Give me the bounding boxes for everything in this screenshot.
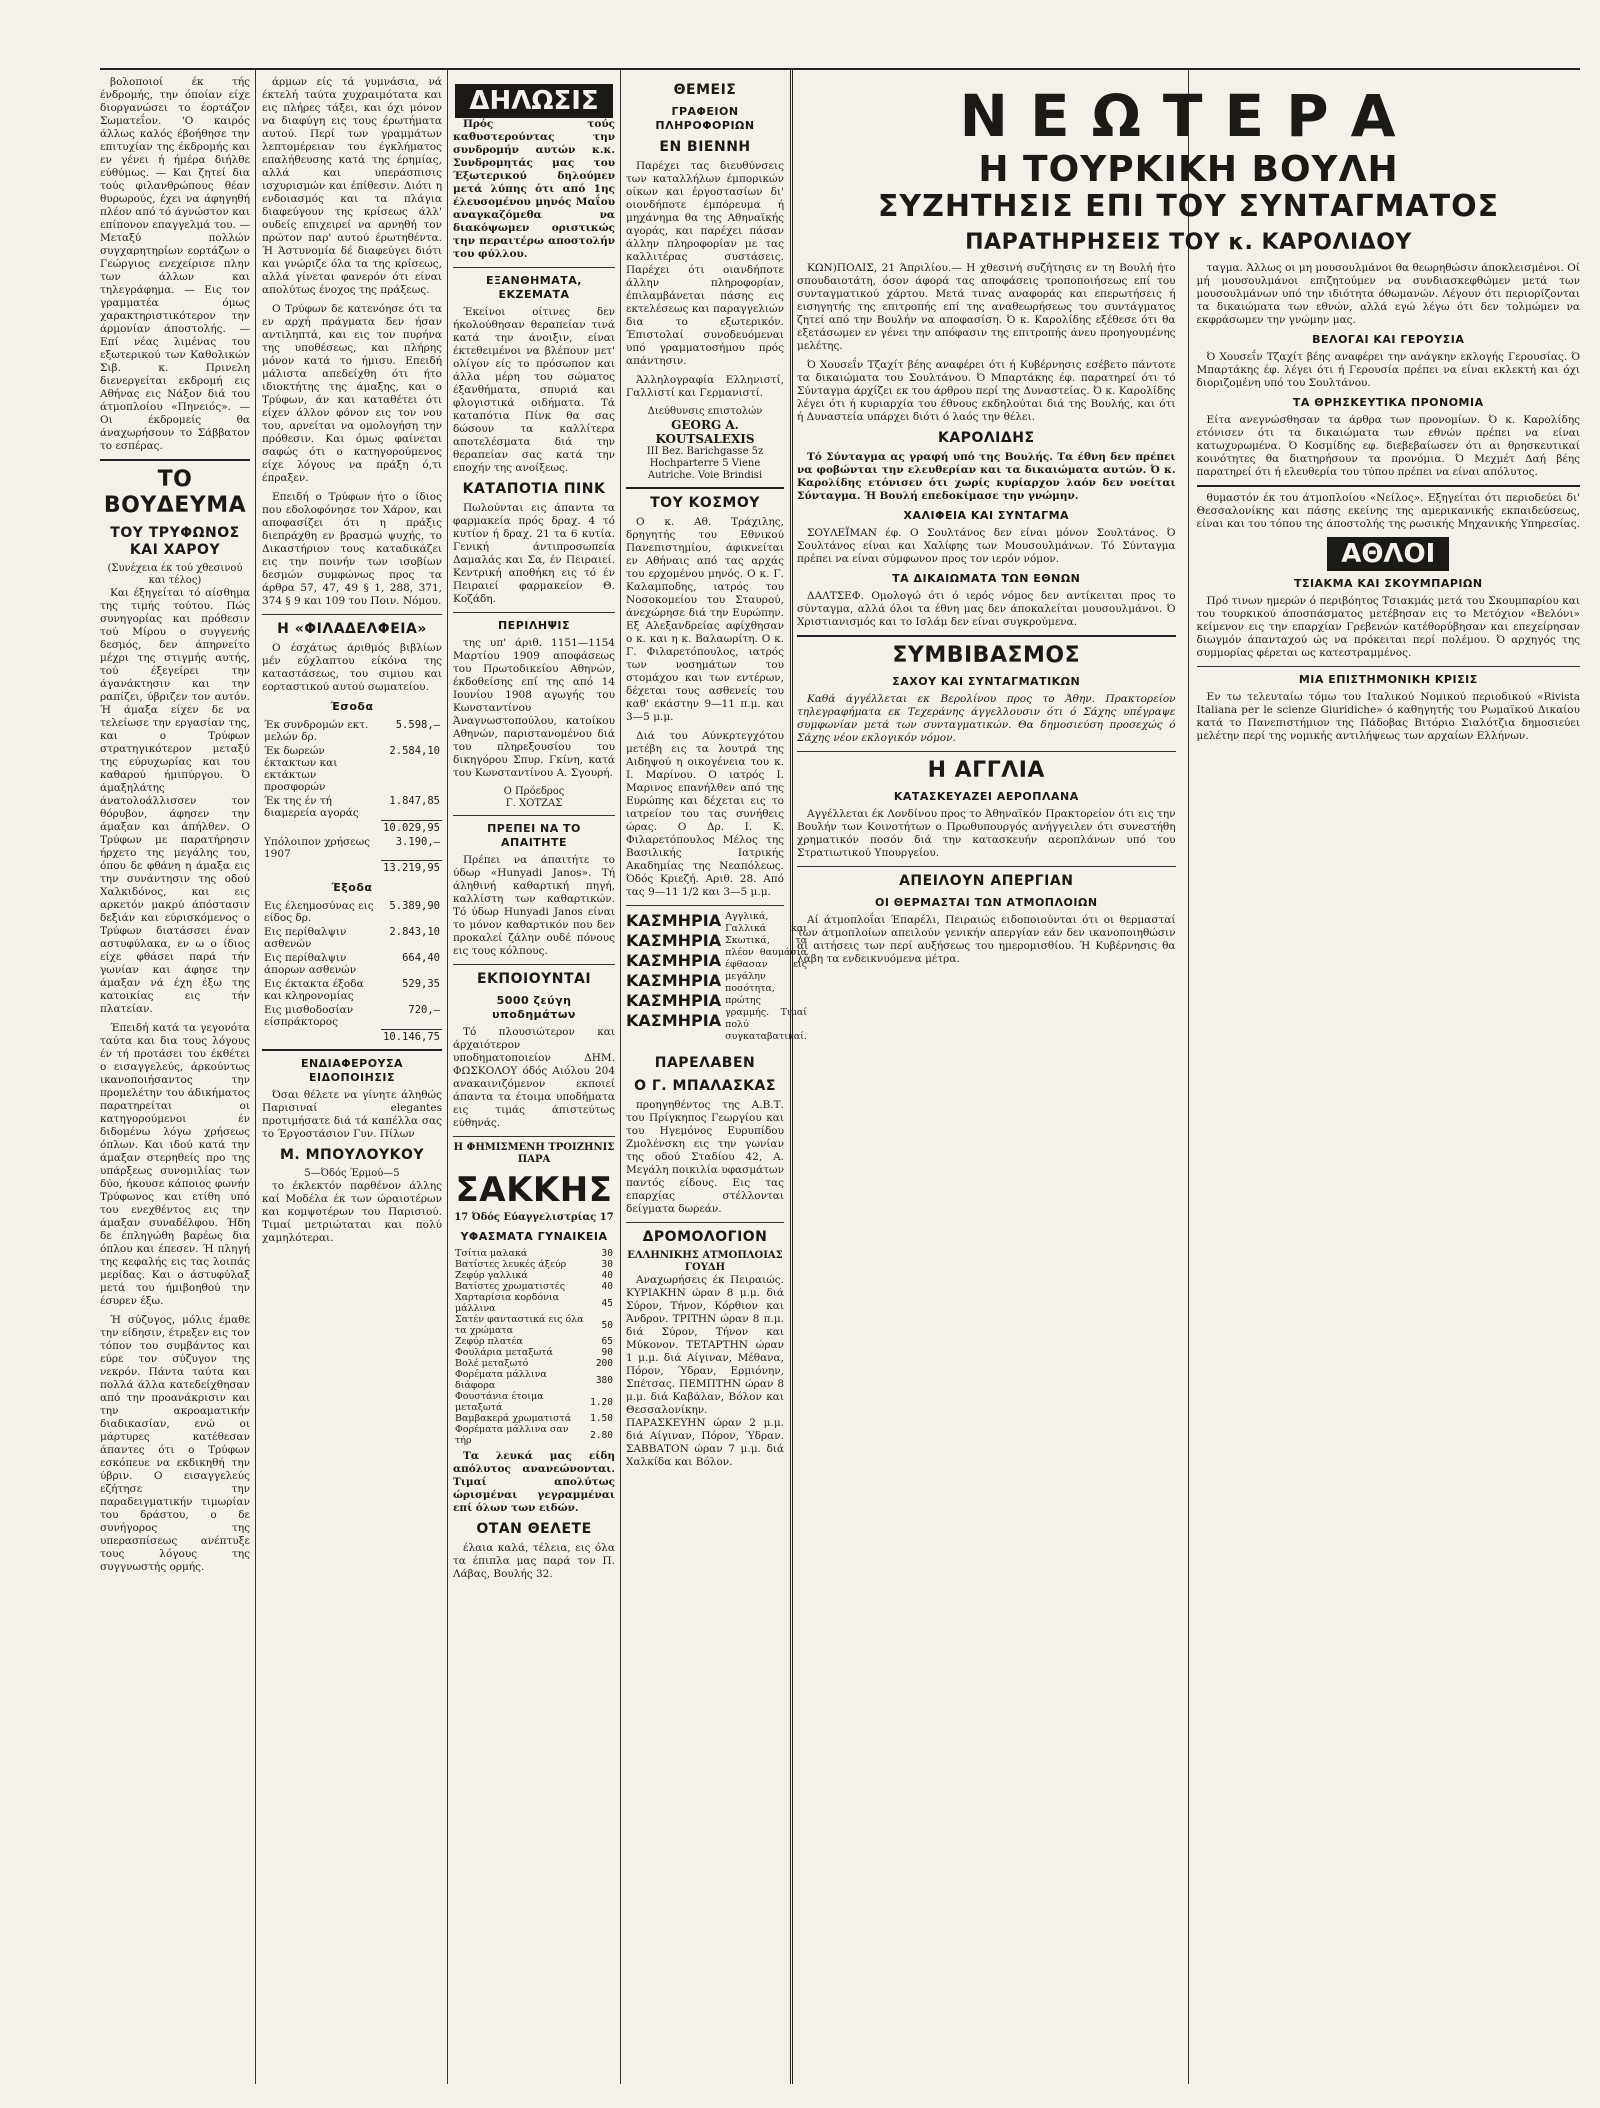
article-subtitle: ΚΑΤΑΣΚΕΥΑΖΕΙ ΑΕΡΟΠΛΑΝΑ	[893, 790, 1079, 803]
article-text: Είτα ανεγνώσθησαν τα άρθρα των προνομίων. Ό κ. Καρολίδης ετόνισεν ότι τα δικαιώματα των εθνών πρέπει να είναι κατωχυρωμένα. Ό Κοσμίδης εφ. διεβεβαίωσεν ότι αι θρησκευτικαί κοινότητες θα διατηρήσουν τα προνόμια. Ό Μεχμέτ Δαή βέης παρατηρεί ότι ή ελευθερία του τύπου πρέπει να είναι απόλυτος.	[1196, 414, 1580, 478]
article-subtitle: ΟΙ ΘΕΡΜΑΣΤΑΙ ΤΩΝ ΑΤΜΟΠΛΟΙΩΝ	[874, 896, 1098, 909]
article-title: ΜΙΑ ΕΠΙΣΤΗΜΟΝΙΚΗ ΚΡΙΣΙΣ	[1298, 673, 1478, 686]
row-label: Εις μισθοδοσίαν είσπράκτορος	[264, 1004, 354, 1028]
article-title: ΣΥΜΒΙΒΑΣΜΟΣ	[892, 643, 1081, 668]
ad-title: ΕΝ ΒΙΕΝΝΗ	[659, 139, 751, 155]
price-item: Βατίστες λευκές άξεύρ	[455, 1259, 567, 1270]
article-text: Ο κ. Αθ. Τράχιλης, δρηγητής του Εθνικού Πανεπιστημίου, άφικνείται εν Αθήναις από τας αρχάς του ερχομένου μηνός. Ο κ. Γ. Καλαμποδης, ιατρός του Νοσοκομείου του Σταυρού, άνεχώρησε διά την Ευρώπην. Εξ Αλεξανδρείας αφίχθησαν ο κ. και η κ. Βαλαωρίτη. Ο κ. Γ. Φιλαρετόπουλος, ιατρός των νοσημάτων του στομάχου και των εντέρων, δέχεται τους ασθενείς του καθ' εκάστην 9—11 π.μ. και 3—5 μ.μ.	[626, 516, 784, 723]
table-row	[262, 925, 442, 951]
article-text: Επειδή ο Τρύφων ήτο ο ίδιος που εδολοφόνησε τον Χάρον, και αποφασίζει ότι η πράξις διεπράχθη εν βρασμώ ψυχής, το Δικαστήριον τους καταδικάζει εις την ποινήν των ισοβίων δεσμών συμφώνως προς τα άρθρα 57, 47, 49 § 1, 288, 371, 374 § 9 και 109 του Ποιν. Νόμου.	[262, 491, 442, 607]
price-value: 1.50	[590, 1413, 613, 1424]
section-title: ΒΕΛΟΓΑΙ ΚΑΙ ΓΕΡΟΥΣΙΑ	[1312, 333, 1465, 346]
article-text: Ή σύζυγος, μόλις έμαθε την είδησιν, έτρεξεν εις τον τόπον του συμβάντος και εύρε τον σύζυγον της νεκρόν. Πάντα ταύτα και πολλά άλλα κατεδείχθησαν από την προανάκρισιν και την ακροαματικήν διαδικασίαν, ενώ οι μάρτυρες κατέθεσαν άπαντες ότι ο Τρύφων εσκόπευε να εκδικηθή την ύβριν. Ο εισαγγελεύς εζήτησε την παραδειγματικήν τιμωρίαν του δράστου, ο δε συνήγορος της υπερασπίσεως ανέπτυξε τους λόγους της συγγνωστής ορμής.	[100, 1314, 250, 1573]
row-amount: 5.598,—	[395, 719, 440, 731]
price-row	[453, 1369, 615, 1391]
row-amount: 10.146,75	[383, 1030, 440, 1043]
price-item: Χαρταρίσια κορδόνια μάλλινα	[455, 1292, 559, 1314]
ad-title: ΘΕΜΕΙΣ	[673, 82, 737, 98]
article-text: Καθά άγγέλλεται εκ Βερολίνου προς το Άθην. Πρακτορείον τηλεγραφήματα εκ Τεχεράνης άγγελλουσιν ότι ό Σάχης υπέγραψε συμφωνίαν μετά των συνταγματικών. Θα δημοσιεύση προσεχώς ό Σάχης νέον εκλογικόν νόμον.	[797, 693, 1176, 744]
cashmere-line: ΚΑΣΜΗΡΙΑ	[626, 951, 722, 970]
article-text: ΔΑΛΤΣΕΦ. Ομολογώ ότι ό ιερός νόμος δεν αντίκειται προς το σύνταγμα, αλλά όλοι τα έθνη μας δεν άποκαλείται μουσουλμάνοι. Ό Χριστιανισμός και το Ισλάμ δεν είναι συγκρούμενα.	[797, 590, 1176, 628]
main-news-section	[797, 76, 1580, 2084]
price-row	[453, 1358, 615, 1369]
cashmere-line: ΚΑΣΜΗΡΙΑ	[626, 911, 722, 930]
price-item: Φορέματα μάλλινα σαν τήρ	[455, 1424, 569, 1446]
cashmere-line: ΚΑΣΜΗΡΙΑ	[626, 991, 722, 1010]
price-item: Ζεφύρ πλατέα	[455, 1336, 523, 1347]
column-divider	[620, 70, 621, 2084]
article-text: Τό Σύνταγμα ας γραφή υπό της Βουλής. Τα έθνη δεν πρέπει να φοβώνται την ελευθερίαν και τα δικαιώματα αυτών. Ό κ. Καρολίδης ετόνισεν ότι χωρίς κυρίαρχον λαόν δεν νοείται Σύνταγμα. Ή Βουλή επεδοκίμασε την γνώμην.	[797, 451, 1176, 502]
price-value: 40	[601, 1270, 613, 1281]
top-rule	[100, 68, 1580, 70]
ad-title: ΠΡΕΠΕΙ ΝΑ ΤΟ ΑΠΑΙΤΗΤΕ	[487, 822, 581, 849]
column-divider	[447, 70, 448, 2084]
divider	[1197, 485, 1580, 487]
column-2	[262, 76, 442, 2084]
headline-sub: ΣΥΖΗΤΗΣΙΣ ΕΠΙ ΤΟΥ ΣΥΝΤΑΓΜΑΤΟΣ	[877, 189, 1500, 224]
divider	[453, 267, 615, 268]
cashmere-line: ΚΑΣΜΗΡΙΑ	[626, 931, 722, 950]
cashmere-line: ΚΑΣΜΗΡΙΑ	[626, 971, 722, 990]
cashmere-ad	[626, 911, 808, 1049]
price-item: Φουστάνια έτοιμα μεταξωτά	[455, 1391, 544, 1413]
ad-text: Αγγλικά, Γαλλικά και Σκωτικά, τα πλέον θαυμάσια έφθασαν εις μεγάλην ποσότητα, πρώτης γραμμής. Τιμαί πολύ συγκαταβατικαί.	[725, 911, 808, 1042]
row-label: Έκ συνδρομών εκτ. μελών δρ.	[264, 719, 369, 743]
price-item: Βολέ μεταξωτό	[455, 1358, 529, 1369]
article-subtitle: ΤΟΥ ΤΡΥΦΩΝΟΣ ΚΑΙ ΧΑΡΟΥ	[110, 525, 240, 558]
price-value: 200	[595, 1358, 613, 1369]
article-text: Όσαι θέλετε να γίνητε άληθώς Παρισιναί elegantes προτιμήσατε διά τά καπέλλα σας το Έργοστάσιον Γυν. Πίλων	[262, 1088, 442, 1140]
table-row	[262, 951, 442, 977]
price-value: 30	[601, 1248, 613, 1259]
accounts-heading: Έσοδα	[330, 700, 374, 713]
row-amount: 13.219,95	[383, 862, 440, 874]
price-value: 30	[601, 1259, 613, 1270]
row-amount: 3.190,—	[395, 835, 440, 848]
price-row	[453, 1424, 615, 1446]
cashmere-line: ΚΑΣΜΗΡΙΑ	[626, 1011, 722, 1030]
price-list	[453, 1248, 615, 1446]
article-title: ΤΟ ΒΟΥΔΕΥΜΑ	[103, 467, 247, 518]
accounts-heading: Έξοδα	[331, 881, 373, 894]
main-left-column	[797, 262, 1176, 972]
table-row	[262, 1003, 442, 1029]
row-amount: 664,40	[402, 952, 440, 964]
section-title: ΤΟΥ ΚΟΣΜΟΥ	[650, 495, 760, 511]
price-value: 1.20	[590, 1396, 613, 1408]
section-title: ΤΑ ΘΡΗΣΚΕΥΤΙΚΑ ΠΡΟΝΟΜΙΑ	[1292, 396, 1484, 409]
article-title: ΕΝΔΙΑΦΕΡΟΥΣΑ ΕΙΔΟΠΟΙΗΣΙΣ	[300, 1056, 404, 1084]
price-value: 2.80	[590, 1429, 613, 1441]
ad-title: ΠΑΡΕΛΑΒΕΝ	[654, 1055, 756, 1071]
article-subtitle: ΤΣΙΑΚΜΑ ΚΑΙ ΣΚΟΥΜΠΑΡΙΩΝ	[1293, 577, 1483, 590]
ad-text: Έκείνοι οίτινες δεν ήκολούθησαν θεραπείαν τινά κατά την άνοιξιν, είναι έκτεθειμένοι να βλέπουν μετ' ολίγον είς το πρόσωπον και άλλα μέρη του σώματος έξανθήματα, σπυριά και φλογιστικά οιδήματα. Τά καταπότια Πίνκ θα σας δώσουν τα καλλίτερα αποτελέσματα διά την θεραπείαν σας κατά την εποχήν της ανοίξεως.	[453, 306, 615, 474]
price-row	[453, 1281, 615, 1292]
divider	[797, 635, 1176, 637]
divider	[797, 751, 1176, 752]
notice-title: ΠΕΡΙΛΗΨΙΣ	[497, 619, 571, 632]
price-row	[453, 1413, 615, 1424]
row-amount: 1.847,85	[389, 795, 440, 807]
ad-title: ΓΡΑΦΕΙΟΝ ΠΛΗΡΟΦΟΡΙΩΝ	[655, 105, 755, 132]
article-text: Αί άτμοπλοΐαι Έπαρέλι, Πειραιώς ειδοποιούνται ότι οι θερμασταί των άτμοπλοίων απειλούν γενικήν απεργίαν εάν δεν ικανοποιηθώσιν αι αιτήσεις των περί αυξήσεως του ημερομισθίου. Ή Κυβέρνησις θα λάβη τα ενδεικνυόμενα μέτρα.	[797, 914, 1176, 965]
expense-table	[262, 899, 442, 1044]
cashmere-list	[626, 911, 721, 1049]
advertiser-name: Μ. ΜΠΟΥΛΟΥΚΟΥ	[279, 1146, 425, 1163]
table-row	[262, 977, 442, 1003]
price-value: 50	[601, 1319, 613, 1331]
income-table	[262, 718, 442, 875]
divider	[626, 905, 784, 906]
athloi-title-box	[1197, 537, 1580, 571]
row-amount: 5.389,90	[389, 900, 440, 912]
ad-address: 17 Όδός Εύαγγελιστρίας 17	[454, 1212, 614, 1223]
ad-text: Τα λευκά μας είδη απόλυτος ανανεώνονται. Τιμαί απολύτως ώρισμέναι γεγραμμέναι επί όλων των ειδών.	[453, 1450, 615, 1514]
column-4	[626, 76, 808, 2084]
divider	[453, 1136, 615, 1137]
ad-title: ΕΞΑΝΘΗΜΑΤΑ, ΕΚΖΕΜΑΤΑ	[486, 274, 582, 301]
row-label	[262, 820, 381, 835]
advertiser-address: III Bez. Barichgasse 5z Hochparterre 5 Viene Autriche. Voie Brindisi	[646, 446, 764, 481]
article-text: Ό Χουσεΐν Τζαχίτ βέης αναφέρει ότι ή Κυβέρνησις εσέβετο πάντοτε τα δικαιώματα του Σουλτάνου. Ό Μπαρτάκης έφ. παρατηρεί ότι τό Σύνταγμα άρχίζει εκ του άρθρου περί της Δυναστείας. Ό κ. Καρολίδης λέγει ότι ή κυριαρχία του έθνους εκδηλούται διά της Βουλής, και ότι ή Δυναστεία υπάρχει διότι ό λαός την θέλει.	[797, 359, 1176, 423]
divider	[1197, 666, 1580, 667]
row-label: Έκ της έν τή διαμερεία αγοράς	[264, 795, 359, 819]
divider	[453, 612, 615, 613]
article-text: ταγμα. Άλλως οι μη μουσουλμάνοι θα θεωρηθώσιν άποκλεισμένοι. Οί μή μουσουλμάνοι επιζητούμεν να συνδιασκεφθώμεν μετά των μουσουλμάνων υπό την ιδιότητα όθωμανών. Λέγουν ότι περιορίζονται τα δικαιώματα των εθνών, αλλά εγώ λέγω ότι δεν τολμώμεν να εκφράσωμεν την γνώμην μας.	[1196, 262, 1580, 326]
ad-text: έλαια καλά, τέλεια, εις όλα τα έπιπλα μας παρά τον Π. Λάβας, Βουλής 32.	[453, 1542, 615, 1580]
row-amount: 529,35	[402, 978, 440, 990]
article-text: Ο έσχάτως άριθμός βιβλίων μέν εύχλαπτου είκόνα της καταστάσεως, του σιμιου και εορταστικού αυτού σωματείου.	[262, 642, 442, 693]
section-title: ΧΑΛΙΦΕΙΑ ΚΑΙ ΣΥΝΤΑΓΜΑ	[903, 509, 1070, 522]
ad-text: προηγηθέντος της Α.Β.Τ. του Πρίγκηπος Γεωργίου και του Ηγεμόνος Ευρυπίδου Ζμολένσκη εις την γωνίαν της οδού Σταδίου 42, Α. Μεγάλη ποικιλία υφασμάτων παντός είδους. Εις τας επαρχίας στέλλονται δείγματα δωρεάν.	[626, 1099, 784, 1215]
section-title: ΚΑΡΟΛΙΔΗΣ	[938, 430, 1035, 446]
column-1	[100, 76, 250, 2084]
price-row	[453, 1347, 615, 1358]
row-label	[262, 1029, 381, 1044]
article-title: Η «ΦΙΛΑΔΕΛΦΕΙΑ»	[277, 621, 427, 637]
row-label: Εις έλεημοσύνας εις είδος δρ.	[264, 900, 374, 924]
article-title: ΑΠΕΙΛΟΥΝ ΑΠΕΡΓΙΑΝ	[899, 873, 1074, 889]
schedule-subtitle: ΕΛΛΗΝΙΚΗΣ ΑΤΜΟΠΛΟΙΑΣ ΓΟΥΔΗ	[627, 1250, 783, 1273]
table-row	[262, 744, 442, 794]
price-row	[453, 1391, 615, 1413]
price-item: Φορέματα μάλλινα διάφορα	[455, 1369, 547, 1391]
table-row	[262, 794, 442, 820]
row-amount: 2.584,10	[389, 745, 440, 757]
schedule-text: Αναχωρήσεις έκ Πειραιώς. ΚΥΡΙΑΚΗΝ ώραν 8 μ.μ. διά Σύρον, Τήνον, Κόρθιον και Άνδρον. ΤΡΙΤΗΝ ώραν 8 π.μ. διά Σύρον, Τήνον και Μύκονον. ΤΕΤΑΡΤΗΝ ώραν 1 μ.μ. διά Αίγιναν, Μέθανα, Πόρον, Ύδραν, Ερμιόνην, Σπέτσας. ΠΕΜΠΤΗΝ ώραν 8 μ.μ. διά Καβάλαν, Βόλον και Θεσσαλονίκην. ΠΑΡΑΣΚΕΥΗΝ ώραν 2 μ.μ. διά Αίγιναν, Πόρον, Ύδραν. ΣΑΒΒΑΤΟΝ ώραν 7 μ.μ. διά Χαλκίδα και Βόλον.	[626, 1274, 784, 1468]
ad-text: Πρέπει να άπαιτήτε το ύδωρ «Hunyadi Janos». Τή άληθινή καθαρτική πηγή, καλλίστη των καθαρτικών. Τό ύδωρ Hunyadi Janos είναι το μόνον καθαρτικόν που δεν προκαλεί ζάλην ουδέ πόνους εις τους κόλπους.	[453, 854, 615, 957]
ad-text: Άλληλογραφία Ελληνιστί, Γαλλιστί και Γερμανιστί.	[626, 374, 784, 399]
price-value: 45	[601, 1297, 613, 1309]
row-label: Εις περίθαλψιν άπορων ασθενών	[264, 952, 357, 976]
divider	[100, 459, 250, 461]
schedule-title: ΔΡΟΜΟΛΟΓΙΟΝ	[642, 1229, 768, 1245]
article-text: Και έξηγείται τό αίσθημα της τιμής τούτου. Πώς συνηγορίας και πρόθεσιν τού Μίρου ο συγγενής δεσμός, δεν άπηρνείτο μέχρι της στιγμής αυτής, τού έξεγείρει την άγανάκτησιν και την ραπίζει, ύβριζεν τον αυτόν. Ή άμαξα είχεν δε να τελείωσε την εργασίαν της, και ο Τρύφων στρατηγικότερον μεταξύ της εύρυχωρίας και του καθαρού ήμιπύργου. Ό άμαξηλάτης άνατολοάλλισσεν τον θόρυβον, άφησεν την άμαξαν και άπήλθεν. Ο Τρύφων με παρατήρησιν ήρχετο της μεγάλης του, όπου δε φθάνη η άμαξα εις την συνάντησιν της οδού Χαλκιδόνος, και εις αρκετόν μακρύ άπόστασιν δεξιάν και εύρισκόμενος ο Τρύφων διατάσσει έναν αστυφύλακα, εν ω ο ίδιος είχε φθάσει παρά τήν γωνίαν και άφησε την άμαξαν νά έχη έξω της κατοικίας εις τήν πλατείαν.	[100, 587, 250, 1015]
divider	[626, 1222, 784, 1223]
masthead: ΝΕΩΤΕΡΑ	[959, 82, 1418, 150]
column-3	[453, 76, 615, 2084]
notice-signature: Ο Πρόεδρος	[503, 786, 565, 797]
price-value: 90	[601, 1347, 613, 1358]
row-label: Εις έκτακτα έξοδα και κληρονομίας	[264, 978, 364, 1002]
ad-address-label: Διεύθυνσις επιστολών	[647, 406, 763, 417]
advertiser-address: 5—Όδός Έρμού—5	[304, 1167, 400, 1179]
divider	[262, 614, 442, 615]
divider	[797, 866, 1176, 867]
price-item: Τσίτια μαλακά	[455, 1248, 528, 1259]
table-row	[262, 718, 442, 744]
price-value: 40	[601, 1281, 613, 1292]
ad-pretitle: Η ΦΗΜΙΣΜΕΝΗ ΤΡΟΙΖΗΝΙΣ ΠΑΡΑ	[453, 1142, 615, 1165]
continuation-note: (Συνέχεια έκ τού χθεσινού και τέλος)	[107, 563, 243, 586]
price-item: Φουλάρια μεταξωτά	[455, 1347, 553, 1358]
ad-title: ΚΑΤΑΠΟΤΙΑ ΠΙΝΚ	[462, 481, 606, 497]
ad-title: ΕΚΠΟΙΟΥΝΤΑΙ	[476, 971, 592, 987]
article-text: Αγγέλλεται έκ Λονδίνου προς το Άθηναϊκόν Πρακτορείον ότι εις την Βουλήν των Κοινοτήτων ο Πρωθυπουργός ανήγγειλεν ότι συνεστήθη χρηματικόν ποσόν διά την κατασκευήν αεροπλάνων υπό του Στρατιωτικού Υπουργείου.	[797, 808, 1176, 859]
declaration-title: ΔΗΛΩΣΙΣ	[455, 84, 612, 118]
row-label	[262, 861, 381, 876]
notice-text: της υπ' άριθ. 1151—1154 Μαρτίου 1909 αποφάσεως του Πρωτοδικείου Αθηνών, έκδοθείσης επί της από 14 Ιουνίου 1908 αγωγής του Κωνσταντίνου Άναγνωστοπούλου, κατοίκου Αθηνών, παριστανομένου διά του πληρεξουσίου του δικηγόρου Σπυρ. Γκίνη, κατά του Κωνσταντίνου Α. Σγουρή.	[453, 637, 615, 779]
price-row	[453, 1270, 615, 1281]
column-divider	[790, 70, 793, 2084]
divider	[626, 487, 784, 489]
price-row	[453, 1336, 615, 1347]
article-text: Διά του Αύνκρτεγχότου μετέβη εις τα λουτρά της Αιδηψού η οικογένεια του κ. Ι. Μαρίνου. Ο ιατρός Ι. Μαρινος επανήλθεν από της Ευρώπης και δέχεται εις το ιατρείον του τας συνήθεις ώρας. Ο Δρ. Ι. Κ. Φιλαρετόπουλος Μέλος της Βασιλικής Ιατρικής Ακαδημίας της Νεαπόλεως. Όδός Κριεζή. Αριθ. 28. Από τας 9—11 1/2 και 3—5 μ.μ.	[626, 730, 784, 898]
headline-sub2: ΠΑΡΑΤΗΡΗΣΕΙΣ ΤΟΥ κ. ΚΑΡΟΛΙΔΟΥ	[965, 230, 1412, 255]
ad-text: Τό πλουσιώτερον και άρχαιότερον υποδηματοποιείον ΔΗΜ. ΦΩΣΚΟΛΟΥ όδός Αιόλου 204 ανακαινιζόμενον εκποιεί άπαντα τα έτοιμα υποδήματα εις τιμάς άπιστεύτως εύθηνάς.	[453, 1026, 615, 1129]
article-text: βολοποιοί έκ τής ένδρομής, την όποίαν είχε διοργανώσει το έορτάζον Σωματεΐον. 'Ο καιρός άλλως καλός έβοήθησε την επιτυχίαν της έκδρομής και εν γένει ή ήμέρα διήλθε εύθύμως. — Και ζητεί δια τούς φιλανθρώπους θέαν θυρωρούς, έχει να άφηγηθή πλέον από τό άγνώστον και επίπονον επαγγελμά του. — Μεταξύ πολλών συγχαρητηρίων εορτάζων ο Γεώργιος ενεχείρισε πλην των άλλων και τηλεγράφημα. — Εις τον γραμματέα όμως χαρακτηριστικότερον την άρμονίαν άποστολής. — Επί νέας λιμένας του εξωτερικού των Καθολικών Σιβ. κ. Πρινελη διενεργείται εκδρομή εις Αθήνας εις Νάξον διά του άτμοπλοίου «Πηνειός». — Οι έκδρομείς θα άναχωρήσουν το Σάββατον το εσπέρας.	[100, 76, 250, 452]
row-label: Έκ δωρεών έκτακτων και εκτάκτων προσφορών	[264, 745, 338, 793]
price-row	[453, 1314, 615, 1336]
table-row	[262, 820, 442, 835]
ad-subtitle: ΥΦΑΣΜΑΤΑ ΓΥΝΑΙΚΕΙΑ	[460, 1230, 608, 1243]
article-text: Εν τω τελευταίω τόμω του Ιταλικού Νομικού περιοδικού «Rivista Italiana per le scienze Giuridiche» ό καθηγητής του Ρωμαϊκού Δικαίου κατά το Πανεπιστήμιον της Πάδοβας Βιτόριο Σιαλότζια δημοσιεύει μελέτην περί της νομικής αντιλήψεως των αρχαίων Ελλήνων.	[1196, 691, 1580, 742]
price-row	[453, 1248, 615, 1259]
section-title: ΤΑ ΔΙΚΑΙΩΜΑΤΑ ΤΩΝ ΕΘΝΩΝ	[892, 572, 1081, 585]
article-title: Η ΑΓΓΛΙΑ	[927, 758, 1045, 783]
row-label: Υπόλοιπον χρήσεως 1907	[264, 835, 371, 860]
article-text: Έπειδή κατά τα γεγονότα ταύτα και δια τους λόγους έν τή προτάσει του έκθέτει ο εισαγγελεύς, άρκούντως ικανοποιήσαντος την προμελέτην του άδικήματος παρατηρείται οι κατηγορούμενοι έν διδομένω λόγω χρήσεως όπλων. Και ιδού κατά την άμαξαν στερηθείς προ της υπάρξεως συνομιλίας των δύο, ήκουσε κάποιος φωνήν Τρύφωνος και ετίθη υπό του ενεχθέντος εις την άμαξαν συναδέλφου. Ήδη δε έπληγώθη βαρέως δια όπλου και έπεσεν. Ή πληγή της κεφαλής εις τας λοιπάς μερίδας. Και ο άστυφύλαξ μετά του ήμιβοηθού την έσυρεν έξω.	[100, 1022, 250, 1307]
ad-subtitle: 5000 ζεύγη υποδημάτων	[492, 994, 576, 1021]
table-row	[262, 899, 442, 925]
ad-text: Πωλούνται εις άπαντα τα φαρμακεία πρός δραχ. 4 τό κυτίον ή δραχ. 21 τα 6 κυτία. Γενική άντιπροσωπεία Δαμαλάς και Σα, έν Πειραιεί. Κεντρική αποθήκη εις τό έν Πειραιεί φαρμακείον Θ. Κοζάδη.	[453, 502, 615, 605]
price-item: Βαμβακερά χρωματιστά	[455, 1413, 572, 1424]
article-text: Ο Τρύφων δε κατενόησε ότι τα εν αρχή πράγματα δεν ήσαν αντιληπτά, και εις τον πυρήνα της υποθέσεως, και πλήρης μόνον κατά το ήμισυ. Επειδή μάλιστα απεδείχθη ότι ήτο ιδιοκτήτης της άμαξης, και ο Τρύφων, άν και καταθέτει ότι είχεν άλλον φόνον εις τον νου του, αρνείται να ομολογήση την πρόθεσιν. Και όμως φαίνεται σαφώς ότι ο κατηγορούμενος είχε λόγους να πράξη ό,τι έπραξεν.	[262, 303, 442, 484]
price-row	[453, 1259, 615, 1270]
table-row	[262, 861, 442, 876]
article-text: άρμων είς τά γυμνάσια, νά έκτελή ταύτα χυχραιμότατα και εις πλήρες τάξει, και όχι μόνον να διαφύγη εις τους έρωτήματα αυτού. Περί των γραμμάτων λεπτομέρειαν του έγκλήματος επαλήθευσης κατά της έρημίας, αλλά και υπεράσπισις ισχυρισμών και έπίθεσιν. Διότι η ενδοιασμός και τα πλάγια διαφεύγουν της κρίσεως άλλ' ουδείς επιχειρεί να αρνηθή τον πρώτον παρ' αυτού έρωτηθέντα. Ή Άστυνομία δέ διαφεύγει διότι και γνώριζε όλα τα της κρίσεως, αλλά γίνεται φανερόν ότι είναι απολύτως ένοχος της πράξεως.	[262, 76, 442, 296]
row-label: Εις περίθαλψιν ασθενών	[264, 926, 347, 950]
price-value: 65	[601, 1336, 613, 1347]
ad-text: Παρέχει τας διευθύνσεις των καταλλήλων έμπορικών οίκων και έργοστασίων δι' οιονδήποτε έμπόρευμα ή μηχάνημα θα της Αθηναϊκής αγοράς, και παρέχει πάσαν άλλην πληροφορίαν με τας καλλιτέρας συστάσεις. Παρέχει ότι οιανδήποτε άλλην πληροφορίαν, έπιλαμβάνεται πάσης εις εκτελέσεως και παραγγελιών δια το εξωτερικόν. Έπιστολαί συνοδευόμεναι υπό γραμματοσήμου πρός απάντησιν.	[626, 160, 784, 367]
row-amount: 10.029,95	[383, 821, 440, 834]
advertiser-name: GEORG A. KOUTSALEXIS	[655, 418, 755, 446]
article-text: θυμαστόν έκ του άτμοπλοίου «Νείλος». Εξηγείται ότι περιοδεύει δι' Θεσσαλονίκης και πάσης εκείνης της αμερικανικής εκπαιδεύσεως, είναι και του τόπου της άποστολής της ρωσικής Μηχανικής Υπηρεσίας.	[1196, 492, 1580, 530]
ad-brand: ΣΑΚΚΗΣ	[455, 1170, 613, 1210]
table-row	[262, 835, 442, 861]
notice-signature: Γ. ΧΟΤΖΑΣ	[505, 798, 563, 809]
article-subtitle: ΣΑΧΟΥ ΚΑΙ ΣΥΝΤΑΓΜΑΤΙΚΩΝ	[892, 675, 1081, 688]
headline: Η ΤΟΥΡΚΙΚΗ ΒΟΥΛΗ	[978, 149, 1399, 190]
row-amount: 2.843,10	[389, 926, 440, 938]
article-text: το έκλεκτόν παρθένον άλλης καί Μοδέλα έκ των ώραιοτέρων και κομψοτέρων του Παρισιού. Τιμαί μετριώταται και πολύ χαμηλότεραι.	[262, 1179, 442, 1244]
price-value: 380	[595, 1374, 613, 1386]
divider	[262, 1049, 442, 1051]
declaration-title-box	[453, 84, 615, 118]
row-amount: 720,—	[408, 1004, 440, 1016]
advertiser-name: Ο Γ. ΜΠΑΛΑΣΚΑΣ	[634, 1078, 776, 1094]
article-text: Πρό τινων ημερών ό περιβόητος Τσιακμάς μετά του Σκουμπαρίου και του τουρκικού άποσπάσματος μετέβησαν εις το Μετόχιον «Βελόνι» κείμενον εις την επαρχίαν Γρεβενών κατέθορύβησαν και επεχείρησαν διωγμόν άπανταχού ώς να πρόκειται περί πολέμου. Ό αρχηγός της συμμορίας φέρεται ως κατεστραμμένος.	[1196, 595, 1580, 659]
divider	[453, 964, 615, 965]
article-title: ΑΘΛΟΙ	[1327, 537, 1449, 571]
main-columns	[797, 262, 1580, 972]
price-item: Βατίστες χρωματιστές	[455, 1281, 566, 1292]
price-item: Ζεφύρ γαλλικά	[455, 1270, 528, 1281]
ad-title: ΟΤΑΝ ΘΕΛΕΤΕ	[476, 1521, 592, 1537]
price-item: Σατέν φανταστικά εις όλα τα χρώματα	[455, 1314, 584, 1336]
article-text: Πρός τούς καθυστερούντας την συνδρομήν αυτών κ.κ. Συνδρομητάς μας του Έξωτερικού δηλούμεν μετά λύπης ότι από 1ης έλευσομένου μηνός Μαΐου αναγκαζόμεθα να διακόψωμεν οριστικώς την περαιτέρω αποστολήν του φύλλου.	[453, 118, 615, 260]
column-divider	[255, 70, 256, 2084]
table-row	[262, 1029, 442, 1044]
main-right-column	[1188, 262, 1580, 972]
article-text: Ό Χουσεΐν Τζαχίτ βέης αναφέρει την ανάγκην εκλογής Γερουσίας. Ό Μπαρτάκης έφ. λέγει ότι ή Γερουσία πρέπει να είναι εκλεκτή και όχι διοριζομένη υπό του Σουλτάνου.	[1196, 351, 1580, 389]
price-row	[453, 1292, 615, 1314]
article-text: ΚΩΝ)ΠΟΛΙΣ, 21 Άπριλίου.— Η χθεσινή συζήτησις εν τη Βουλή ήτο σπουδαιοτάτη, όσον άφορά τας αποφάσεις τροποποιήσεως επί του συνταγματικού χάρτου. Μετά τινας αναφοράς και επερωτήσεις ή εισηγητής της επιτροπής επί της αναθεωρήσεως του συντάγματος ζητεί από την Βουλήν να αποφασίση. Ό κ. Καρολίδης εξέθεσε ότι θα εξετάσωμεν εν γένει την απόφασιν της επιτροπής άνευ προηγουμένης μελέτης.	[797, 262, 1176, 352]
article-text: ΣΟΥΛΕΪΜΑΝ έφ. Ο Σουλτάνος δεν είναι μόνον Σουλτάνος. Ό Σουλτάνος είναι και Χαλίφης των Μουσουλμάνων. Τό Σύνταγμα πρέπει να είναι σύμφωνον προς τον ιερόν νόμον.	[797, 527, 1176, 565]
divider	[453, 815, 615, 816]
